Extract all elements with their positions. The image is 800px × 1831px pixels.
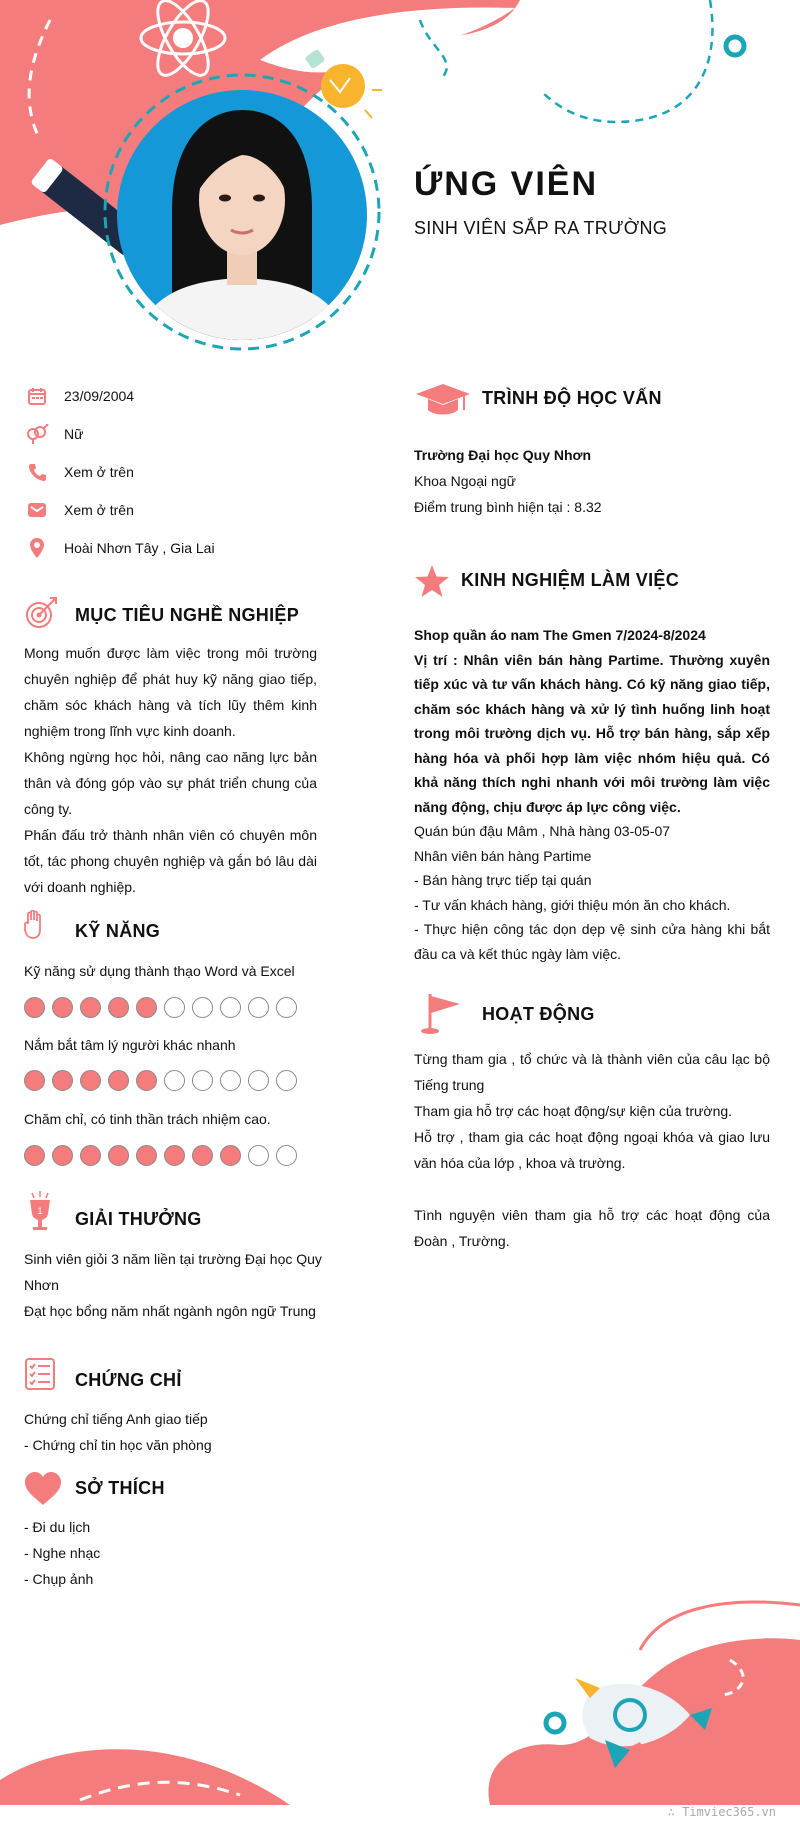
- education-text: [414, 442, 774, 520]
- rating-dot-empty: [220, 997, 241, 1018]
- education-school: Trường Đại học Quy Nhơn: [414, 447, 592, 463]
- activity-item: Tình nguyện viên tham gia hỗ trợ các hoạt động của Đoàn , Trường.: [414, 1207, 770, 1249]
- award-item: Sinh viên giỏi 3 năm liền tại trường Đại học Quy Nhơn: [24, 1251, 322, 1293]
- candidate-name: ỨNG VIÊN: [414, 165, 599, 203]
- activity-item: Tham gia hỗ trợ các hoạt động/sự kiện của trường.: [414, 1103, 733, 1119]
- activities-text: [414, 1046, 770, 1254]
- objective-text: [24, 640, 317, 900]
- hobbies-title: SỞ THÍCH: [75, 1478, 165, 1498]
- graduation-cap-icon: [414, 382, 472, 418]
- certificates-text: [24, 1406, 324, 1458]
- hobby-item: - Chụp ảnh: [24, 1571, 94, 1587]
- certificates-title: CHỨNG CHỈ: [75, 1370, 182, 1390]
- rating-dot-filled: [108, 1070, 129, 1091]
- rating-dot-empty: [276, 1145, 297, 1166]
- rating-dot-empty: [276, 1070, 297, 1091]
- rating-dot-filled: [164, 1145, 185, 1166]
- checklist-icon: [24, 1357, 56, 1391]
- calendar-icon: [24, 385, 50, 407]
- activities-title: HOẠT ĐỘNG: [482, 1004, 595, 1024]
- rating-dot-filled: [136, 1070, 157, 1091]
- rating-dot-empty: [248, 1070, 269, 1091]
- skill-label: Nắm bắt tâm lý người khác nhanh: [24, 1037, 236, 1053]
- education-title: TRÌNH ĐỘ HỌC VẤN: [482, 388, 662, 408]
- contact-value: Xem ở trên: [64, 502, 134, 518]
- hobby-item: - Đi du lịch: [24, 1519, 91, 1535]
- contact-value: Nữ: [64, 426, 84, 442]
- experience-text: [414, 623, 770, 966]
- skills-title: KỸ NĂNG: [75, 921, 161, 941]
- education-faculty: Khoa Ngoại ngữ: [414, 473, 516, 489]
- job-line: - Tư vấn khách hàng, giới thiệu món ăn cho khách.: [414, 896, 731, 913]
- award-item: Đạt học bổng năm nhất ngành ngôn ngữ Trung: [24, 1303, 316, 1319]
- objective-paragraph: Phấn đấu trở thành nhân viên có chuyên môn tốt, tác phong chuyên nghiệp và gắn bó lâu dài với doanh nghiệp.: [24, 827, 317, 895]
- activity-item: Từng tham gia , tổ chức và là thành viên của câu lạc bộ Tiếng trung: [414, 1051, 770, 1093]
- job-header: Shop quần áo nam The Gmen 7/2024-8/2024: [414, 627, 706, 643]
- contact-phone: [24, 461, 134, 483]
- objective-title: MỤC TIÊU NGHỀ NGHIỆP: [75, 605, 300, 625]
- contact-value: Hoài Nhơn Tây , Gia Lai: [64, 540, 215, 556]
- contact-birthday: [24, 385, 134, 407]
- objective-paragraph: Mong muốn được làm việc trong môi trường chuyên nghiệp để phát huy kỹ năng giao tiếp, chăm sóc khách hàng và tích lũy thêm kinh nghiệm trong lĩnh vực kinh doanh.: [24, 645, 317, 739]
- job-description: Vị trí : Nhân viên bán hàng Partime. Thường xuyên tiếp xúc và tư vấn khách hàng. Có kỹ năng giao tiếp, chăm sóc khách hàng và xử lý tình huống linh hoạt trong môi trường dịch vụ. Hỗ trợ bán hàng, sắp xếp hàng hóa và phối hợp làm việc nhóm hiệu quả. Có khả năng thích nghi nhanh với môi trường làm việc năng động, chịu được áp lực công việc.: [414, 651, 770, 815]
- footer-decoration: [0, 1580, 800, 1831]
- gender-icon: [24, 423, 50, 445]
- skill-label: Kỹ năng sử dụng thành thạo Word và Excel: [24, 963, 295, 979]
- rating-dot-filled: [80, 997, 101, 1018]
- certificate-item: - Chứng chỉ tin học văn phòng: [24, 1437, 212, 1453]
- education-gpa: Điểm trung bình hiện tại : 8.32: [414, 499, 602, 515]
- skill-rating: [24, 1145, 304, 1166]
- avatar: [117, 90, 367, 340]
- awards-title: GIẢI THƯỞNG: [75, 1209, 202, 1229]
- watermark: ∴ Timviec365.vn: [667, 1805, 776, 1819]
- candidate-role: SINH VIÊN SẮP RA TRƯỜNG: [414, 218, 668, 238]
- contact-email: [24, 499, 134, 521]
- contact-address: [24, 537, 215, 559]
- flag-icon: [418, 990, 464, 1036]
- rating-dot-empty: [248, 1145, 269, 1166]
- awards-text: [24, 1246, 324, 1324]
- rating-dot-empty: [220, 1070, 241, 1091]
- contact-gender: [24, 423, 83, 445]
- rating-dot-filled: [24, 1145, 45, 1166]
- rating-dot-empty: [192, 1070, 213, 1091]
- heart-icon: [24, 1472, 62, 1506]
- hobby-item: - Nghe nhạc: [24, 1545, 101, 1561]
- job-line: - Thực hiện công tác dọn dẹp vệ sinh cửa hàng khi bắt đầu ca và kết thúc ngày làm việc.: [414, 921, 770, 962]
- rating-dot-filled: [24, 997, 45, 1018]
- experience-title: KINH NGHIỆM LÀM VIỆC: [461, 570, 680, 590]
- job-line: Nhân viên bán hàng Partime: [414, 847, 592, 864]
- activity-item: [414, 1176, 770, 1202]
- rating-dot-empty: [192, 997, 213, 1018]
- contact-value: Xem ở trên: [64, 464, 134, 480]
- rating-dot-filled: [108, 1145, 129, 1166]
- activity-item: Hỗ trợ , tham gia các hoạt động ngoại khóa và giao lưu văn hóa của lớp , khoa và trường.: [414, 1129, 770, 1171]
- rating-dot-filled: [80, 1070, 101, 1091]
- rating-dot-filled: [108, 997, 129, 1018]
- email-icon: [24, 499, 50, 521]
- trophy-icon: [24, 1190, 56, 1232]
- target-icon: [24, 596, 58, 630]
- rating-dot-filled: [80, 1145, 101, 1166]
- rating-dot-filled: [52, 1145, 73, 1166]
- svg-text:1: 1: [37, 1206, 43, 1216]
- rating-dot-filled: [52, 1070, 73, 1091]
- star-icon: [414, 564, 450, 598]
- rating-dot-filled: [220, 1145, 241, 1166]
- job-line: - Bán hàng trực tiếp tại quán: [414, 872, 592, 888]
- raised-hand-icon: [24, 910, 46, 940]
- skill-rating: [24, 997, 304, 1018]
- phone-icon: [24, 461, 50, 483]
- skill-rating: [24, 1070, 304, 1091]
- rating-dot-filled: [136, 997, 157, 1018]
- rating-dot-empty: [248, 997, 269, 1018]
- rating-dot-filled: [136, 1145, 157, 1166]
- rating-dot-filled: [192, 1145, 213, 1166]
- location-pin-icon: [24, 537, 50, 559]
- header-decoration: [0, 0, 800, 360]
- certificate-item: Chứng chỉ tiếng Anh giao tiếp: [24, 1411, 208, 1427]
- skill-label: Chăm chỉ, có tinh thần trách nhiệm cao.: [24, 1111, 271, 1127]
- contact-value: 23/09/2004: [64, 388, 135, 404]
- rating-dot-empty: [276, 997, 297, 1018]
- job-header: Quán bún đậu Mâm , Nhà hàng 03-05-07: [414, 823, 671, 839]
- rating-dot-filled: [52, 997, 73, 1018]
- rating-dot-empty: [164, 1070, 185, 1091]
- rating-dot-filled: [24, 1070, 45, 1091]
- objective-paragraph: Không ngừng học hỏi, nâng cao năng lực bản thân và đóng góp vào sự phát triển chung của công ty.: [24, 749, 317, 817]
- rating-dot-empty: [164, 997, 185, 1018]
